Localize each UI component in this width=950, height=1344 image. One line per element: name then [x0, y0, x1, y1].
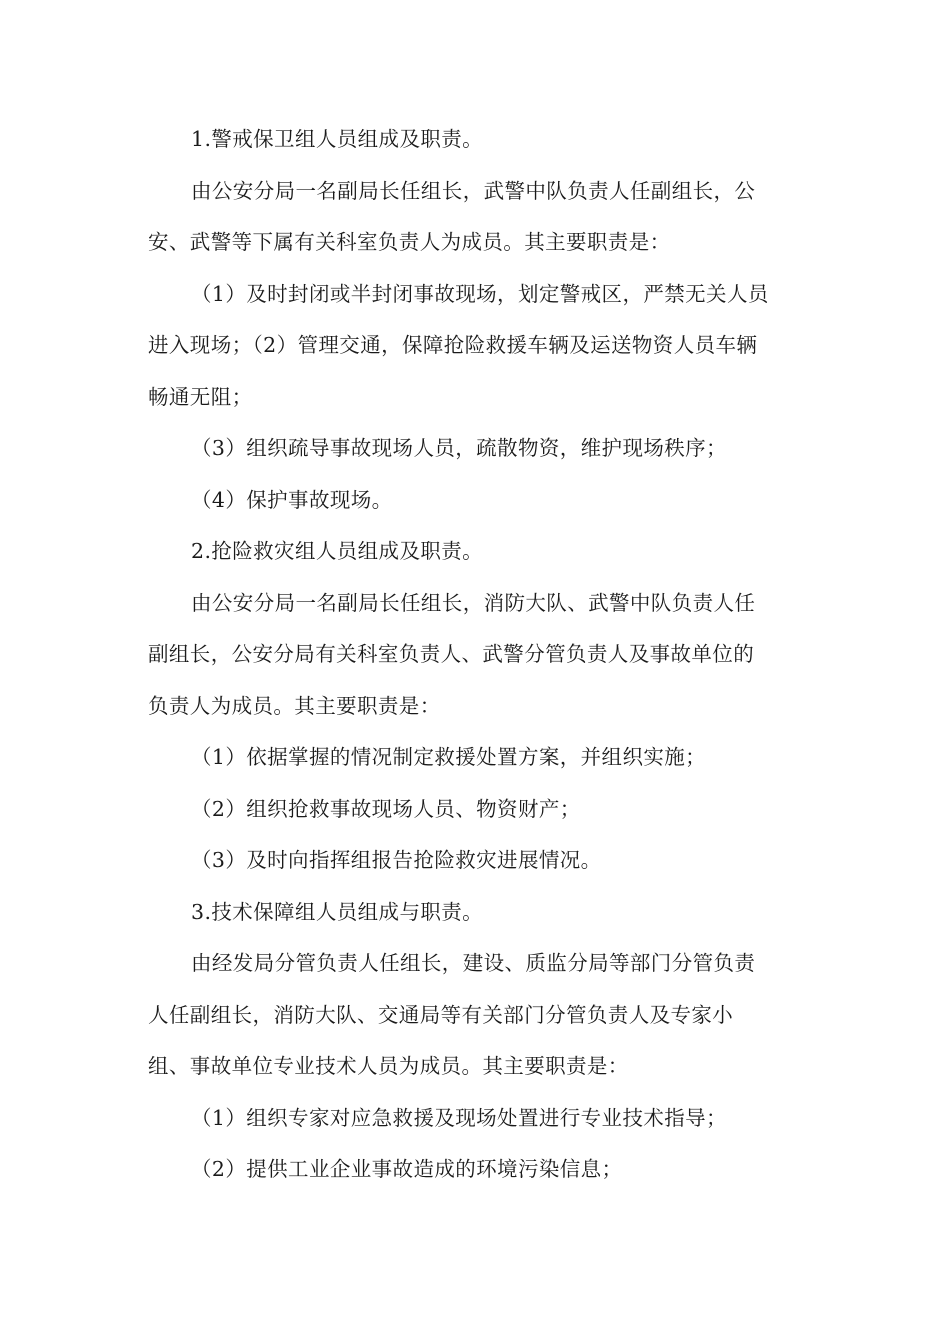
list-item: （1）依据掌握的情况制定救援处置方案，并组织实施；	[191, 745, 707, 769]
list-item: （1）及时封闭或半封闭事故现场，划定警戒区，严禁无关人员	[191, 281, 769, 306]
list-item: （2）组织抢救事故现场人员、物资财产；	[191, 796, 581, 821]
section-heading-technical-group: 3.技术保障组人员组成与职责。	[191, 899, 484, 924]
section-heading-rescue-group: 2.抢险救灾组人员组成及职责。	[191, 539, 484, 563]
paragraph-line: 由公安分局一名副局长任组长，武警中队负责人任副组长，公	[191, 178, 756, 203]
list-item: （2）提供工业企业事故造成的环境污染信息；	[191, 1157, 623, 1181]
paragraph-line: 由公安分局一名副局长任组长，消防大队、武警中队负责人任	[191, 590, 756, 615]
paragraph-line: 安、武警等下属有关科室负责人为成员。其主要职责是：	[148, 230, 671, 254]
list-item: （3）及时向指挥组报告抢险救灾进展情况。	[191, 848, 602, 872]
paragraph-line: 人任副组长，消防大队、交通局等有关部门分管负责人及专家小	[148, 1002, 734, 1027]
list-item: （3）组织疏导事故现场人员，疏散物资，维护现场秩序；	[191, 436, 727, 460]
section-heading-security-group: 1.警戒保卫组人员组成及职责。	[191, 127, 484, 151]
paragraph-line: 组、事故单位专业技术人员为成员。其主要职责是：	[148, 1054, 629, 1078]
paragraph-line: 进入现场；（2）管理交通，保障抢险救援车辆及运送物资人员车辆	[148, 333, 758, 357]
list-item: （1）组织专家对应急救援及现场处置进行专业技术指导；	[191, 1105, 727, 1130]
document-body	[148, 114, 808, 1196]
paragraph-line: 由经发局分管负责人任组长，建设、质监分局等部门分管负责	[191, 951, 756, 975]
list-item: （4）保护事故现场。	[191, 487, 393, 512]
paragraph-line: 副组长，公安分局有关科室负责人、武警分管负责人及事故单位的	[148, 642, 755, 666]
paragraph-line: 畅通无阻；	[148, 384, 253, 409]
paragraph-line: 负责人为成员。其主要职责是：	[148, 693, 441, 718]
